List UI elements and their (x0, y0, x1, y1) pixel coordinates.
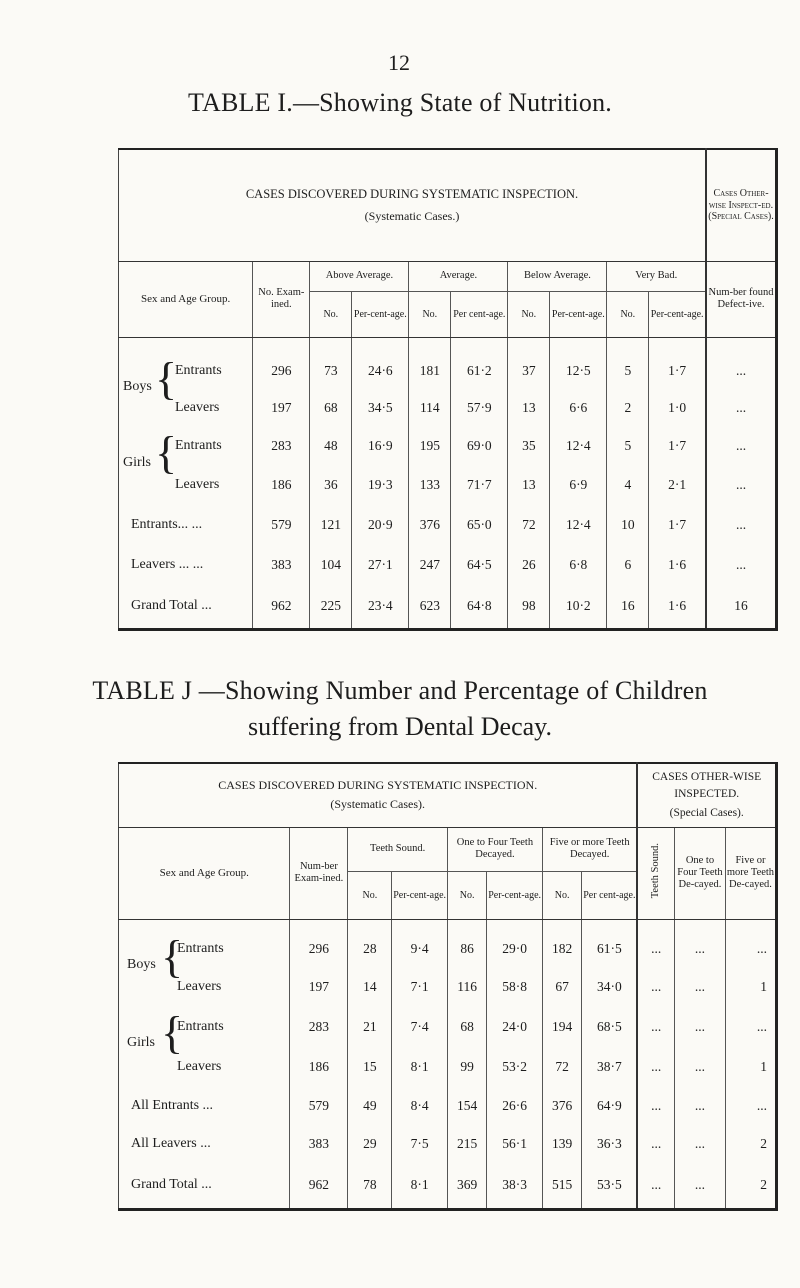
table-cell: 8·4 (392, 1087, 448, 1125)
table-cell: 29 (348, 1125, 392, 1163)
table-cell: 53·2 (487, 1047, 543, 1087)
table-i-col-exam: No. Exam-ined. (253, 261, 310, 337)
table-j-header-other-sub: (Special Cases). (669, 806, 744, 819)
table-cell: 10 (607, 505, 649, 545)
table-cell: 23·4 (352, 585, 409, 629)
table-cell: 13 (508, 465, 550, 505)
table-cell: 68 (447, 1007, 486, 1047)
table-cell: 195 (409, 427, 451, 465)
table-cell: 73 (310, 353, 352, 389)
table-cell: 7·1 (392, 967, 448, 1007)
table-cell: 283 (253, 427, 310, 465)
table-cell: ... (706, 427, 777, 465)
table-cell: 72 (508, 505, 550, 545)
table-cell: 28 (348, 931, 392, 967)
table-cell: 8·1 (392, 1163, 448, 1209)
table-cell: 99 (447, 1047, 486, 1087)
table-cell: 8·1 (392, 1047, 448, 1087)
table-row (119, 931, 777, 967)
table-cell: 7·5 (392, 1125, 448, 1163)
table-cell: 1·6 (649, 585, 706, 629)
table-cell: ... (674, 931, 725, 967)
table-cell: 2 (725, 1163, 776, 1209)
table-j-col-group: Sex and Age Group. (119, 827, 290, 919)
table-cell: ... (706, 505, 777, 545)
table-cell: 15 (348, 1047, 392, 1087)
table-cell: 296 (253, 353, 310, 389)
girls-label: Girls (127, 1035, 155, 1050)
table-cell: 34·0 (582, 967, 638, 1007)
table-cell: ... (674, 1087, 725, 1125)
table-cell: 579 (253, 505, 310, 545)
table-cell: ... (637, 1047, 674, 1087)
table-cell: 16·9 (352, 427, 409, 465)
table-cell: ... (674, 1007, 725, 1047)
table-cell: 36·3 (582, 1125, 638, 1163)
brace-icon: { (155, 427, 178, 478)
table-cell: 181 (409, 353, 451, 389)
table-cell: 283 (290, 1007, 348, 1047)
table-j-col-one-four: One to Four Teeth Decayed. (447, 827, 542, 871)
table-cell: ... (674, 1163, 725, 1209)
table-i-col-below: Below Average. (508, 261, 607, 291)
table-j-five-no: No. (542, 871, 581, 919)
table-cell: ... (674, 1125, 725, 1163)
table-cell: 61·2 (451, 353, 508, 389)
table-cell: 1·0 (649, 389, 706, 427)
table-i-header-main-title: CASES DISCOVERED DURING SYSTEMATIC INSPECTION. (245, 187, 579, 202)
table-cell: 78 (348, 1163, 392, 1209)
table-j-body (119, 919, 777, 1209)
table-cell: ... (725, 1087, 776, 1125)
table-cell: 37 (508, 353, 550, 389)
table-cell: 64·9 (582, 1087, 638, 1125)
brace-icon: { (161, 1007, 184, 1058)
table-cell: 12·5 (550, 353, 607, 389)
table-cell: 64·5 (451, 545, 508, 585)
table-i-above-pct: Per-cent-age. (352, 291, 409, 337)
table-i-col-average: Average. (409, 261, 508, 291)
table-i-col-above: Above Average. (310, 261, 409, 291)
table-row (119, 1087, 777, 1125)
table-cell: 1·7 (649, 427, 706, 465)
row-label: Girls { Entrants (127, 1007, 224, 1058)
table-cell: 515 (542, 1163, 581, 1209)
table-cell: 1·7 (649, 505, 706, 545)
table-i-col-group: Sex and Age Group. (119, 261, 253, 337)
table-row (119, 967, 777, 1007)
table-cell: 5 (607, 353, 649, 389)
table-cell: 114 (409, 389, 451, 427)
table-cell: 34·5 (352, 389, 409, 427)
table-i-bad-no: No. (607, 291, 649, 337)
table-cell: 69·0 (451, 427, 508, 465)
row-label: Leavers (175, 400, 220, 415)
table-i-header-main-sub: (Systematic Cases.) (364, 208, 460, 223)
table-row (119, 465, 777, 505)
table-cell: ... (706, 465, 777, 505)
table-i-above-no: No. (310, 291, 352, 337)
table-row (119, 389, 777, 427)
boys-label: Boys (127, 957, 156, 972)
table-row (119, 1007, 777, 1047)
table-cell: 7·4 (392, 1007, 448, 1047)
table-cell: ... (706, 545, 777, 585)
table-cell: 68 (310, 389, 352, 427)
table-cell: 154 (447, 1087, 486, 1125)
table-j-one-pct: Per-cent-age. (487, 871, 543, 919)
table-cell: ... (706, 389, 777, 427)
table-row (119, 545, 777, 585)
boys-label: Boys (123, 379, 152, 394)
table-cell: 9·4 (392, 931, 448, 967)
table-row (119, 427, 777, 465)
table-cell: ... (637, 1007, 674, 1047)
table-cell: 16 (607, 585, 649, 629)
table-cell: 376 (409, 505, 451, 545)
table-i (118, 148, 778, 631)
table-j-col-exam: Num-ber Exam-ined. (290, 827, 348, 919)
table-row (119, 353, 777, 389)
table-cell: 2 (725, 1125, 776, 1163)
table-cell: 38·3 (487, 1163, 543, 1209)
table-j-header-main-title: CASES DISCOVERED DURING SYSTEMATIC INSPECTION. (218, 777, 538, 792)
brace-icon: { (161, 931, 184, 982)
table-i-header-other: Cases Other-wise Inspect-ed. (Special Cases). (706, 149, 777, 261)
table-j-header-other-title: CASES OTHER-WISE INSPECTED. (652, 771, 762, 800)
table-cell: 21 (348, 1007, 392, 1047)
table-cell: 6·9 (550, 465, 607, 505)
table-cell: 383 (290, 1125, 348, 1163)
table-j-col-five: Five or more Teeth Decayed. (542, 827, 637, 871)
table-j-five-pct: Per cent-age. (582, 871, 638, 919)
table-cell: 197 (290, 967, 348, 1007)
table-cell: 49 (348, 1087, 392, 1125)
table-cell: 86 (447, 931, 486, 967)
table-cell: 56·1 (487, 1125, 543, 1163)
table-j-header-other (637, 763, 776, 827)
table-cell: 58·8 (487, 967, 543, 1007)
row-label: Leavers ... ... (131, 557, 204, 572)
table-cell: ... (637, 1163, 674, 1209)
table-cell: 2·1 (649, 465, 706, 505)
table-j-col-other-five: Five or more Teeth De-cayed. (725, 827, 776, 919)
table-j-title: TABLE J —Showing Number and Percentage of Children (92, 676, 708, 705)
table-j-sound-pct: Per-cent-age. (392, 871, 448, 919)
table-row (119, 1047, 777, 1087)
table-cell: 194 (542, 1007, 581, 1047)
table-cell: 36 (310, 465, 352, 505)
table-cell: 67 (542, 967, 581, 1007)
row-label: All Entrants ... (131, 1098, 214, 1113)
table-cell: ... (725, 1007, 776, 1047)
table-i-col-defective: Num-ber found Defect-ive. (706, 261, 777, 337)
table-cell: 133 (409, 465, 451, 505)
table-cell: 2 (607, 389, 649, 427)
brace-icon: { (155, 353, 178, 404)
row-label: Boys { Entrants (123, 353, 222, 404)
table-i-avg-no: No. (409, 291, 451, 337)
table-cell: 6 (607, 545, 649, 585)
girls-label: Girls (123, 455, 151, 470)
table-cell: ... (637, 1087, 674, 1125)
table-cell: 38·7 (582, 1047, 638, 1087)
table-cell: 197 (253, 389, 310, 427)
table-cell: 579 (290, 1087, 348, 1125)
page-number: 12 (388, 50, 410, 75)
table-cell: 1 (725, 1047, 776, 1087)
table-cell: ... (674, 967, 725, 1007)
table-cell: 6·6 (550, 389, 607, 427)
table-cell: 12·4 (550, 427, 607, 465)
table-cell: 376 (542, 1087, 581, 1125)
table-cell: 35 (508, 427, 550, 465)
table-i-avg-pct: Per cent-age. (451, 291, 508, 337)
table-j (118, 762, 778, 1211)
table-cell: 10·2 (550, 585, 607, 629)
table-cell: 1·6 (649, 545, 706, 585)
table-cell: 623 (409, 585, 451, 629)
table-cell: 962 (253, 585, 310, 629)
table-cell: ... (637, 1125, 674, 1163)
table-j-one-no: No. (447, 871, 486, 919)
table-cell: 4 (607, 465, 649, 505)
table-j-header-main-sub: (Systematic Cases). (330, 797, 426, 812)
table-cell: 61·5 (582, 931, 638, 967)
table-cell: 26·6 (487, 1087, 543, 1125)
table-cell: 27·1 (352, 545, 409, 585)
table-row (119, 585, 777, 629)
table-cell: 247 (409, 545, 451, 585)
table-cell: 1 (725, 967, 776, 1007)
row-label: Leavers (177, 1059, 222, 1074)
row-label: Leavers (177, 979, 222, 994)
table-i-title: TABLE I.—Showing State of Nutrition. (188, 88, 612, 117)
table-cell: 1·7 (649, 353, 706, 389)
table-cell: 215 (447, 1125, 486, 1163)
table-cell: 57·9 (451, 389, 508, 427)
table-cell: ... (637, 967, 674, 1007)
table-cell: 14 (348, 967, 392, 1007)
table-cell: 5 (607, 427, 649, 465)
table-cell: 65·0 (451, 505, 508, 545)
table-cell: 383 (253, 545, 310, 585)
table-i-col-verybad: Very Bad. (607, 261, 706, 291)
table-cell: 72 (542, 1047, 581, 1087)
table-cell: 98 (508, 585, 550, 629)
table-cell: 48 (310, 427, 352, 465)
table-cell: 186 (253, 465, 310, 505)
table-cell: 116 (447, 967, 486, 1007)
table-cell: 20·9 (352, 505, 409, 545)
table-j-sound-no: No. (348, 871, 392, 919)
table-i-bad-pct: Per-cent-age. (649, 291, 706, 337)
row-label: Girls { Entrants (123, 427, 222, 478)
table-cell: 962 (290, 1163, 348, 1209)
table-cell: 121 (310, 505, 352, 545)
row-label: Grand Total ... (131, 1177, 212, 1193)
table-cell: ... (637, 931, 674, 967)
table-cell: 369 (447, 1163, 486, 1209)
table-cell: 19·3 (352, 465, 409, 505)
table-cell: 6·8 (550, 545, 607, 585)
table-cell: 225 (310, 585, 352, 629)
table-cell: 186 (290, 1047, 348, 1087)
table-j-col-sound: Teeth Sound. (348, 827, 448, 871)
table-cell: 71·7 (451, 465, 508, 505)
table-i-body (119, 337, 777, 629)
table-cell: 26 (508, 545, 550, 585)
table-i-below-pct: Per-cent-age. (550, 291, 607, 337)
table-cell: 182 (542, 931, 581, 967)
row-label: All Leavers ... (131, 1136, 211, 1151)
table-cell: ... (674, 1047, 725, 1087)
table-j-subtitle: suffering from Dental Decay. (248, 712, 552, 741)
table-cell: 16 (706, 585, 777, 629)
table-cell: 104 (310, 545, 352, 585)
row-label: Entrants... ... (131, 517, 203, 532)
table-cell: 296 (290, 931, 348, 967)
table-cell: 12·4 (550, 505, 607, 545)
table-cell: 139 (542, 1125, 581, 1163)
table-j-col-other-sound: Teeth Sound. (637, 827, 674, 919)
table-cell: 64·8 (451, 585, 508, 629)
table-j-col-other-one-four: One to Four Teeth De-cayed. (674, 827, 725, 919)
table-i-header-main (119, 149, 707, 261)
table-i-below-no: No. (508, 291, 550, 337)
table-cell: 24·6 (352, 353, 409, 389)
row-label: Leavers (175, 477, 220, 492)
table-cell: 53·5 (582, 1163, 638, 1209)
table-j-header-main (119, 763, 638, 827)
table-row (119, 1125, 777, 1163)
row-label: Boys { Entrants (127, 931, 224, 982)
row-label: Grand Total ... (131, 598, 212, 614)
table-cell: 24·0 (487, 1007, 543, 1047)
table-cell: 29·0 (487, 931, 543, 967)
table-row (119, 1163, 777, 1209)
table-cell: 13 (508, 389, 550, 427)
table-row (119, 505, 777, 545)
table-cell: 68·5 (582, 1007, 638, 1047)
table-cell: ... (725, 931, 776, 967)
table-cell: ... (706, 353, 777, 389)
